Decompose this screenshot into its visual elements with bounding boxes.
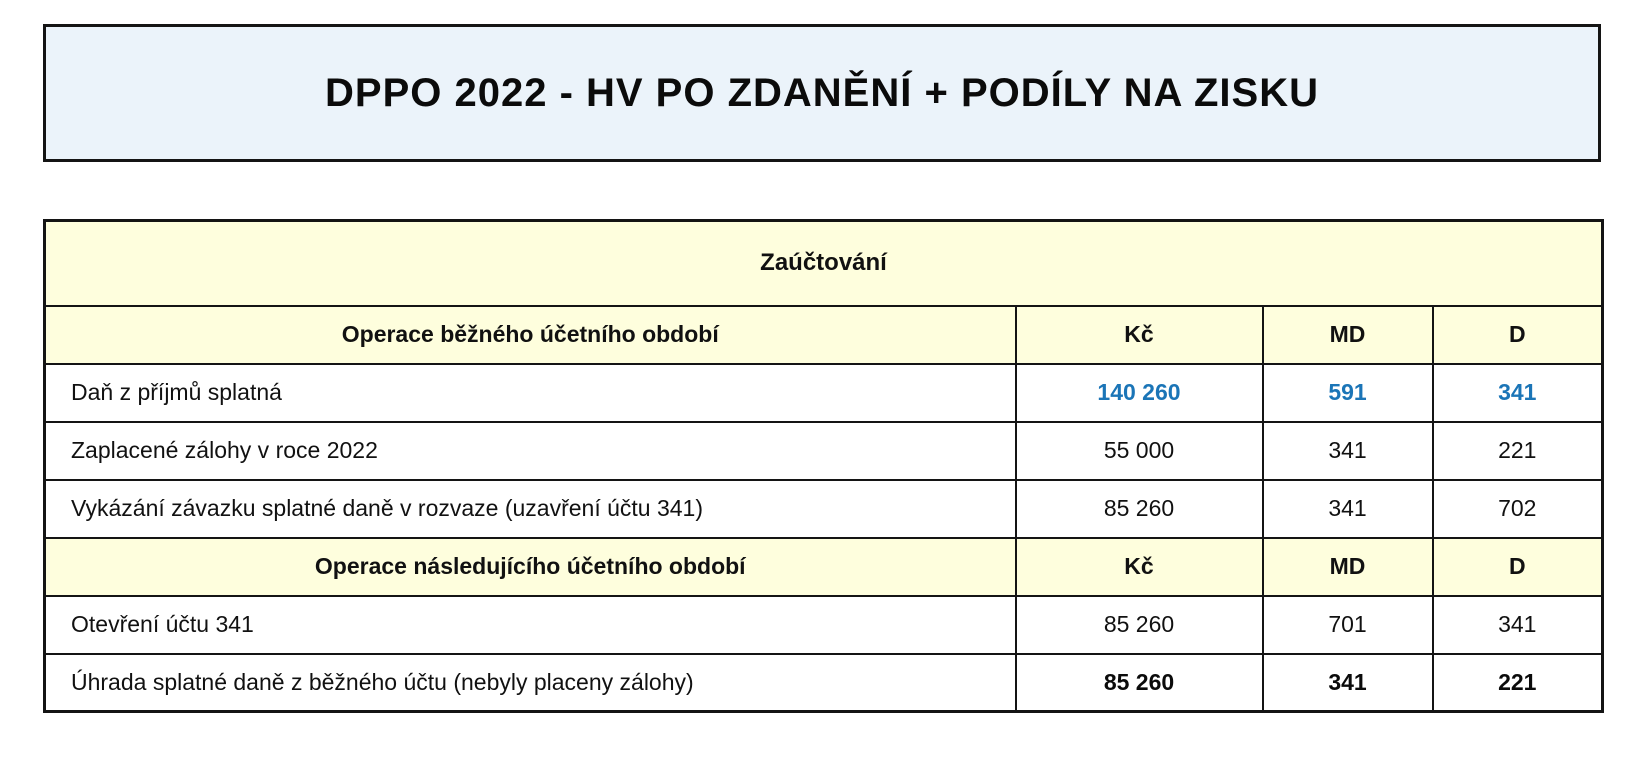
table-caption-row — [45, 221, 1603, 306]
column-header-operation: Operace následujícího účetního období — [45, 538, 1016, 596]
table-row — [45, 422, 1603, 480]
column-header-d: D — [1433, 538, 1603, 596]
row-amount: 140 260 — [1016, 364, 1263, 422]
row-d-account: 702 — [1433, 480, 1603, 538]
row-d-account: 221 — [1433, 422, 1603, 480]
row-md-account: 591 — [1263, 364, 1433, 422]
row-md-account: 701 — [1263, 596, 1433, 654]
section-header-row-following-period — [45, 538, 1603, 596]
column-header-md: MD — [1263, 306, 1433, 364]
row-d-account: 221 — [1433, 654, 1603, 712]
row-amount: 55 000 — [1016, 422, 1263, 480]
table-row — [45, 596, 1603, 654]
row-operation: Vykázání závazku splatné daně v rozvaze (uzavření účtu 341) — [45, 480, 1016, 538]
row-md-account: 341 — [1263, 654, 1433, 712]
row-amount: 85 260 — [1016, 480, 1263, 538]
section-header-row-current-period — [45, 306, 1603, 364]
column-header-amount: Kč — [1016, 306, 1263, 364]
column-header-d: D — [1433, 306, 1603, 364]
row-operation: Zaplacené zálohy v roce 2022 — [45, 422, 1016, 480]
accounting-table — [43, 219, 1604, 713]
row-d-account: 341 — [1433, 596, 1603, 654]
row-operation: Daň z příjmů splatná — [45, 364, 1016, 422]
column-header-amount: Kč — [1016, 538, 1263, 596]
column-header-operation: Operace běžného účetního období — [45, 306, 1016, 364]
row-amount: 85 260 — [1016, 596, 1263, 654]
row-operation: Otevření účtu 341 — [45, 596, 1016, 654]
row-operation: Úhrada splatné daně z běžného účtu (nebyly placeny zálohy) — [45, 654, 1016, 712]
table-row — [45, 480, 1603, 538]
column-header-md: MD — [1263, 538, 1433, 596]
page-title: DPPO 2022 - HV PO ZDANĚNÍ + PODÍLY NA ZISKU — [325, 70, 1319, 115]
table-row — [45, 654, 1603, 712]
table-row — [45, 364, 1603, 422]
row-d-account: 341 — [1433, 364, 1603, 422]
row-md-account: 341 — [1263, 480, 1433, 538]
row-md-account: 341 — [1263, 422, 1433, 480]
row-amount: 85 260 — [1016, 654, 1263, 712]
table-caption: Zaúčtování — [45, 221, 1603, 306]
title-banner — [43, 24, 1601, 162]
